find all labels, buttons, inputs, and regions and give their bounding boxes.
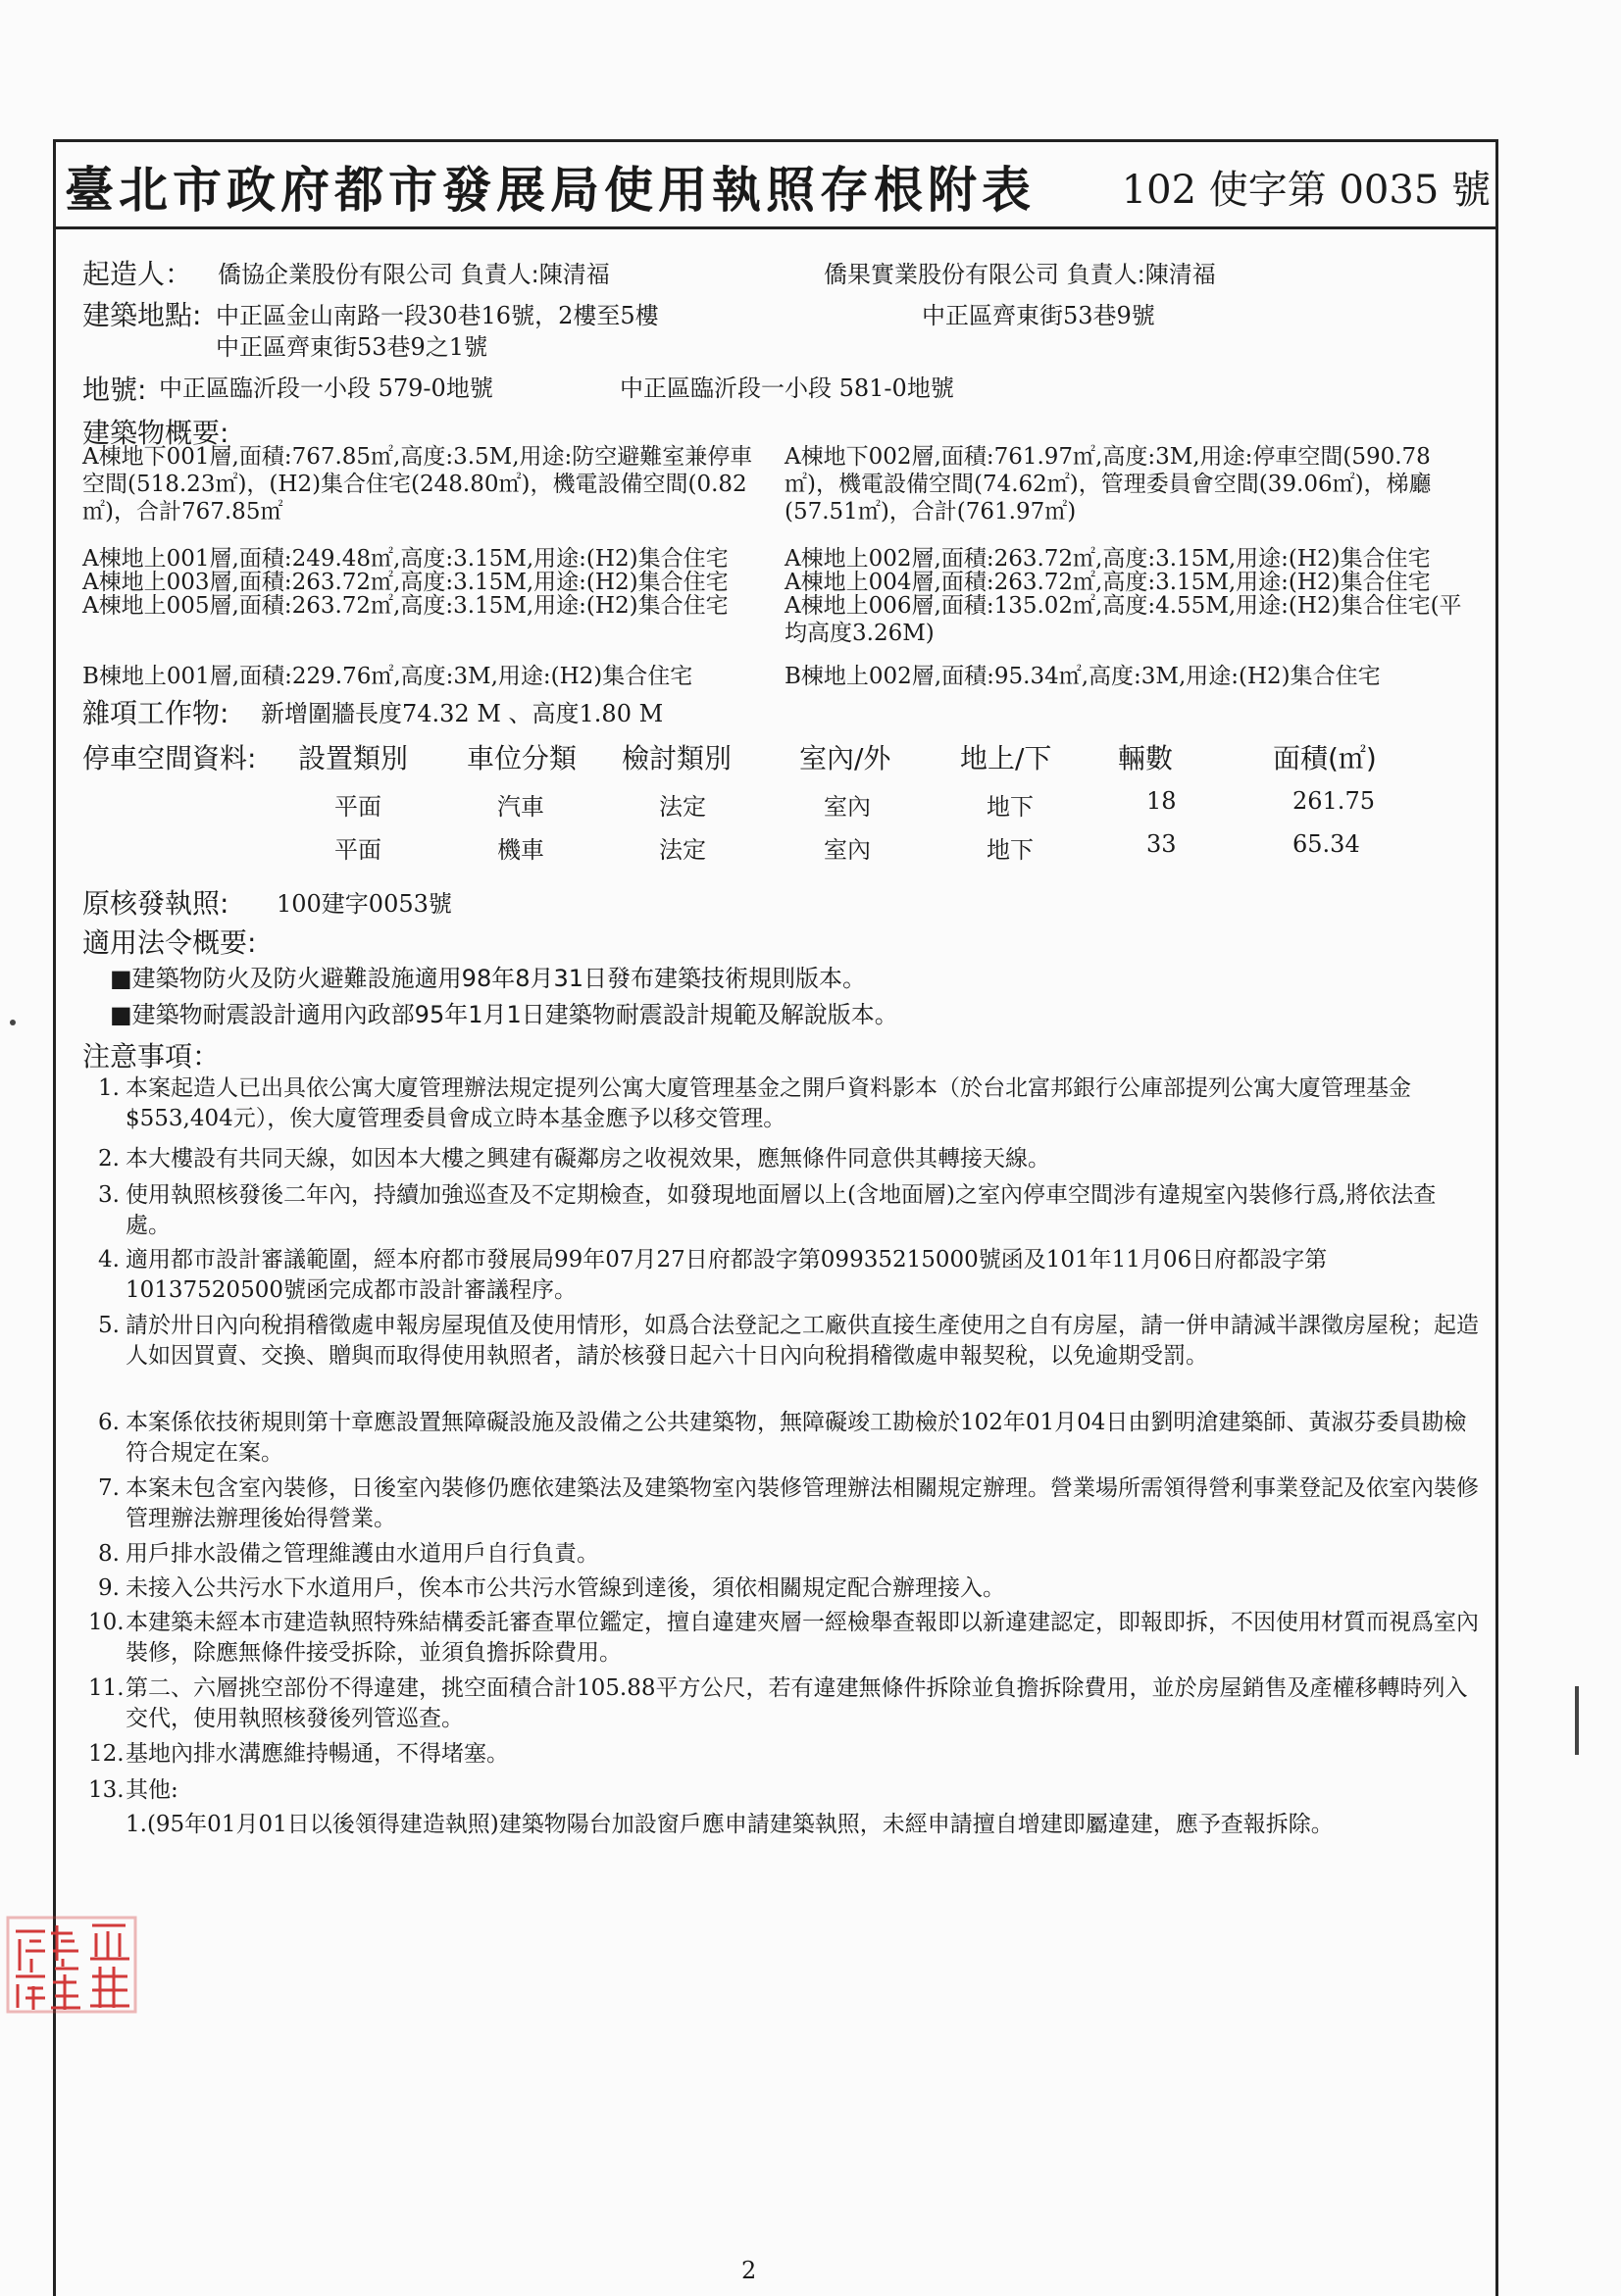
page-number: 2 — [741, 2257, 757, 2284]
site-label: 建築地點: — [82, 299, 202, 331]
parking-cell: 平面 — [334, 836, 381, 864]
parking-cell: 18 — [1146, 787, 1177, 815]
parking-cell: 汽車 — [497, 793, 544, 821]
note-text: 本案係依技術規則第十章應設置無障礙設施及設備之公共建築物，無障礙竣工勘檢於102年01月04日由劉明滄建築師、黃淑芬委員勘檢符合規定在案。 — [126, 1410, 1467, 1466]
note-text: 用戶排水設備之管理維護由水道用戶自行負責。 — [126, 1541, 599, 1567]
note-item — [88, 1739, 1481, 1770]
overview-left-2: A棟地上003層,面積:263.72㎡,高度:3.15M,用途:(H2)集合住宅 — [82, 570, 729, 595]
original-permit-label: 原核發執照: — [82, 887, 229, 920]
notes-label: 注意事項： — [82, 1040, 221, 1073]
note-item — [88, 1408, 1481, 1469]
note-text: 本案起造人已出具依公寓大廈管理辦法規定提列公寓大廈管理基金之開戶資料影本（於台北富邦銀行公庫部提列公寓大廈管理基金$553,404元），俟大廈管理委員會成立時本基金應予以移交管理。 — [126, 1075, 1411, 1131]
note-number: 3. — [98, 1182, 120, 1208]
builder-a: 僑協企業股份有限公司 負責人:陳清福 — [218, 261, 610, 288]
overview-left-3: A棟地上005層,面積:263.72㎡,高度:3.15M,用途:(H2)集合住宅 — [82, 593, 729, 619]
note-text: 本案未包含室內裝修，日後室內裝修仍應依建築法及建築物室內裝修管理辦法相關規定辦理。營業場所需領得營利事業登記及依室內裝修管理辦法辦理後始得營業。 — [126, 1475, 1479, 1531]
lot-b: 中正區臨沂段一小段 581-0地號 — [620, 374, 954, 402]
document-title: 臺北市政府都市發展局使用執照存根附表 — [65, 161, 1036, 219]
note-number: 7. — [98, 1475, 120, 1501]
parking-cell: 室內 — [824, 836, 871, 864]
scan-mark — [1575, 1686, 1579, 1755]
overview-right-0: A棟地下002層,面積:761.97㎡,高度:3M,用途:停車空間(590.78㎡)，機電設備空間(74.62㎡)，管理委員會空間(39.06㎡)，梯廳(57.51㎡)，合計(761.97㎡) — [785, 444, 1432, 524]
note-item — [88, 1673, 1481, 1734]
parking-cell: 機車 — [497, 836, 544, 864]
overview-right-3: A棟地上006層,面積:135.02㎡,高度:4.55M,用途:(H2)集合住宅(平均高度3.26M) — [785, 593, 1462, 646]
law-item: ■建築物防火及防火避難設施適用98年8月31日發布建築技術規則版本。 — [110, 965, 867, 992]
parking-cell: 33 — [1146, 830, 1177, 858]
parking-label: 停車空間資料: — [82, 742, 257, 774]
note-text: 未接入公共污水下水道用戶，俟本市公共污水管線到達後，須依相關規定配合辦理接入。 — [126, 1575, 1005, 1601]
note-number: 2. — [98, 1146, 120, 1172]
note-text: 第二、六層挑空部份不得違建，挑空面積合計105.88平方公尺，若有違建無條件拆除並負擔拆除費用，並於房屋銷售及產權移轉時列入交代，使用執照核發後列管巡查。 — [126, 1675, 1468, 1731]
parking-header: 面積(㎡) — [1273, 742, 1377, 774]
note-number: 13. — [88, 1777, 125, 1803]
note-number: 11. — [88, 1675, 125, 1701]
parking-header: 室內/外 — [799, 742, 891, 774]
overview-left-0: A棟地下001層,面積:767.85㎡,高度:3.5M,用途:防空避難室兼停車空間(518.23㎡)，(H2)集合住宅(248.80㎡)，機電設備空間(0.82㎡)，合計767.85㎡ — [82, 444, 753, 524]
note-item — [88, 1539, 1481, 1570]
parking-header: 檢討類別 — [622, 742, 733, 774]
note-item — [88, 1573, 1481, 1604]
note-number: 5. — [98, 1313, 120, 1338]
note-text: 其他: — [126, 1777, 178, 1803]
builder-label: 起造人： — [82, 258, 193, 290]
note-text: 基地內排水溝應維持暢通，不得堵塞。 — [126, 1741, 509, 1767]
note-number: 1. — [98, 1075, 120, 1101]
parking-cell: 65.34 — [1292, 830, 1360, 858]
note-item — [88, 1775, 1481, 1806]
note-number: 8. — [98, 1541, 120, 1567]
note-number: 6. — [98, 1410, 120, 1435]
original-permit-value: 100建字0053號 — [277, 890, 452, 918]
overview-left-1: A棟地上001層,面積:249.48㎡,高度:3.15M,用途:(H2)集合住宅 — [82, 546, 729, 572]
note-number: 10. — [88, 1610, 125, 1635]
overview-right-1: A棟地上002層,面積:263.72㎡,高度:3.15M,用途:(H2)集合住宅 — [785, 546, 1431, 572]
builder-b: 僑果實業股份有限公司 負責人:陳清福 — [824, 261, 1216, 288]
overview-right-4: B棟地上002層,面積:95.34㎡,高度:3M,用途:(H2)集合住宅 — [785, 664, 1381, 689]
note-item — [88, 1180, 1481, 1241]
document-header — [53, 139, 1498, 229]
overview-left-4: B棟地上001層,面積:229.76㎡,高度:3M,用途:(H2)集合住宅 — [82, 664, 693, 689]
misc-label: 雜項工作物: — [82, 697, 229, 729]
overview-label: 建築物概要: — [82, 417, 229, 449]
parking-cell: 261.75 — [1292, 787, 1375, 815]
parking-header: 設置類別 — [298, 742, 409, 774]
laws-label: 適用法令概要: — [82, 926, 257, 959]
lot-a: 中正區臨沂段一小段 579-0地號 — [159, 374, 493, 402]
note-text: 適用都市設計審議範圍，經本府都市發展局99年07月27日府都設字第09935215000號函及101年11月06日府都設字第10137520500號函完成都市設計審議程序。 — [126, 1247, 1328, 1303]
note-item — [88, 1144, 1481, 1174]
official-seal — [6, 1912, 139, 2016]
note-item — [88, 1245, 1481, 1306]
parking-header: 地上/下 — [960, 742, 1052, 774]
parking-cell: 地下 — [987, 836, 1034, 864]
parking-header: 輛數 — [1118, 742, 1174, 774]
site-a: 中正區金山南路一段30巷16號，2樓至5樓 — [216, 302, 659, 329]
note-text: 請於卅日內向稅捐稽徵處申報房屋現值及使用情形，如爲合法登記之工廠供直接生產使用之自有房屋，請一併申請減半課徵房屋稅；起造人如因買賣、交換、贈與而取得使用執照者，請於核發日起六十日內向稅捐稽徵處申報契稅，以免逾期受罰。 — [126, 1313, 1479, 1369]
note-text: 本建築未經本市建造執照特殊結構委託審查單位鑑定，擅自違建夾層一經檢舉查報即以新違建認定，即報即拆，不因使用材質而視爲室內裝修，除應無條件接受拆除，並須負擔拆除費用。 — [126, 1610, 1479, 1666]
note-number: 4. — [98, 1247, 120, 1273]
law-item: ■建築物耐震設計適用內政部95年1月1日建築物耐震設計規範及解說版本。 — [110, 1001, 898, 1028]
overview-right-2: A棟地上004層,面積:263.72㎡,高度:3.15M,用途:(H2)集合住宅 — [785, 570, 1431, 595]
site-c: 中正區齊東街53巷9之1號 — [216, 333, 488, 361]
note-text: 本大樓設有共同天線，如因本大樓之興建有礙鄰房之收視效果，應無條件同意供其轉接天線。 — [126, 1146, 1050, 1172]
note-number: 12. — [88, 1741, 125, 1767]
parking-cell: 法定 — [659, 793, 706, 821]
parking-cell: 地下 — [987, 793, 1034, 821]
misc-value: 新增圍牆長度74.32 M 、高度1.80 M — [261, 700, 664, 727]
note-item — [88, 1073, 1481, 1134]
note-other-text: 1.(95年01月01日以後領得建造執照)建築物陽台加設窗戶應申請建築執照，未經申請擅自增建即屬違建，應予查報拆除。 — [126, 1812, 1334, 1837]
note-text: 使用執照核發後二年內，持續加強巡查及不定期檢查，如發現地面層以上(含地面層)之室內停車空間涉有違規室內裝修行爲,將依法查處。 — [126, 1182, 1437, 1238]
parking-header: 車位分類 — [467, 742, 578, 774]
note-item — [88, 1608, 1481, 1669]
note-item — [88, 1311, 1481, 1372]
parking-cell: 平面 — [334, 793, 381, 821]
scan-mark — [10, 1020, 16, 1025]
parking-cell: 法定 — [659, 836, 706, 864]
lot-label: 地號: — [82, 374, 147, 406]
site-b: 中正區齊東街53巷9號 — [922, 302, 1155, 329]
note-number: 9. — [98, 1575, 120, 1601]
document-number: 102 使字第 0035 號 — [1121, 168, 1491, 213]
note-item — [88, 1473, 1481, 1534]
parking-cell: 室內 — [824, 793, 871, 821]
